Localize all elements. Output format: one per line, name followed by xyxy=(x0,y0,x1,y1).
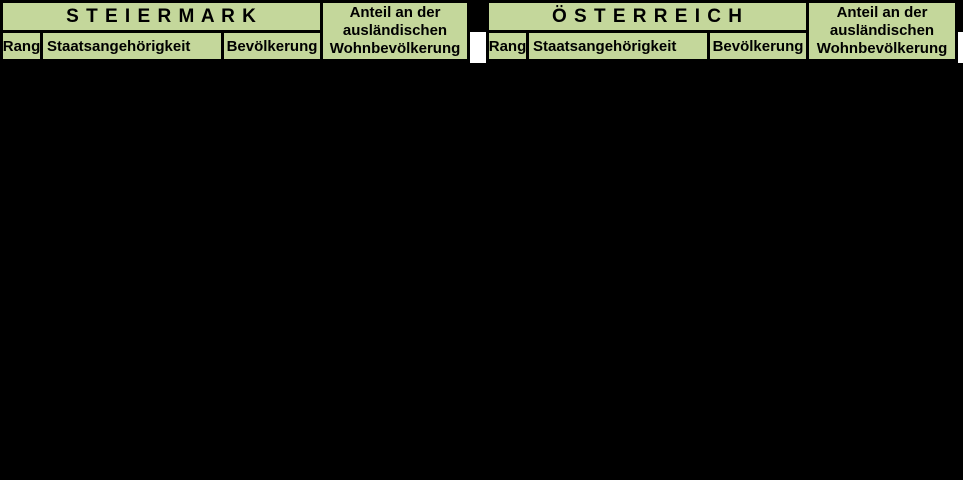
middle-gap-cell xyxy=(470,32,486,63)
share-header-line: ausländischen xyxy=(342,22,448,39)
oesterreich-bevoelkerung-header: Bevölkerung xyxy=(710,33,806,59)
share-header-line: Anteil an der xyxy=(836,4,928,21)
steiermark-share-header xyxy=(323,3,467,59)
oesterreich-rang-header: Rang xyxy=(489,33,526,59)
share-header-line: Wohnbevölkerung xyxy=(329,40,461,57)
steiermark-title: S T E I E R M A R K xyxy=(3,3,320,30)
oesterreich-title: Ö S T E R R E I C H xyxy=(489,3,806,30)
steiermark-bevoelkerung-header: Bevölkerung xyxy=(224,33,320,59)
steiermark-staatsangehoerigkeit-header: Staatsangehörigkeit xyxy=(43,33,221,59)
share-header-line: Anteil an der xyxy=(349,4,441,21)
right-edge-gap-cell xyxy=(958,32,963,63)
share-header-line: ausländischen xyxy=(829,22,935,39)
share-header-line: Wohnbevölkerung xyxy=(816,40,948,57)
oesterreich-staatsangehoerigkeit-header: Staatsangehörigkeit xyxy=(529,33,707,59)
steiermark-rang-header: Rang xyxy=(3,33,40,59)
steiermark-table xyxy=(0,0,470,62)
oesterreich-table xyxy=(486,0,958,62)
oesterreich-share-header xyxy=(809,3,955,59)
